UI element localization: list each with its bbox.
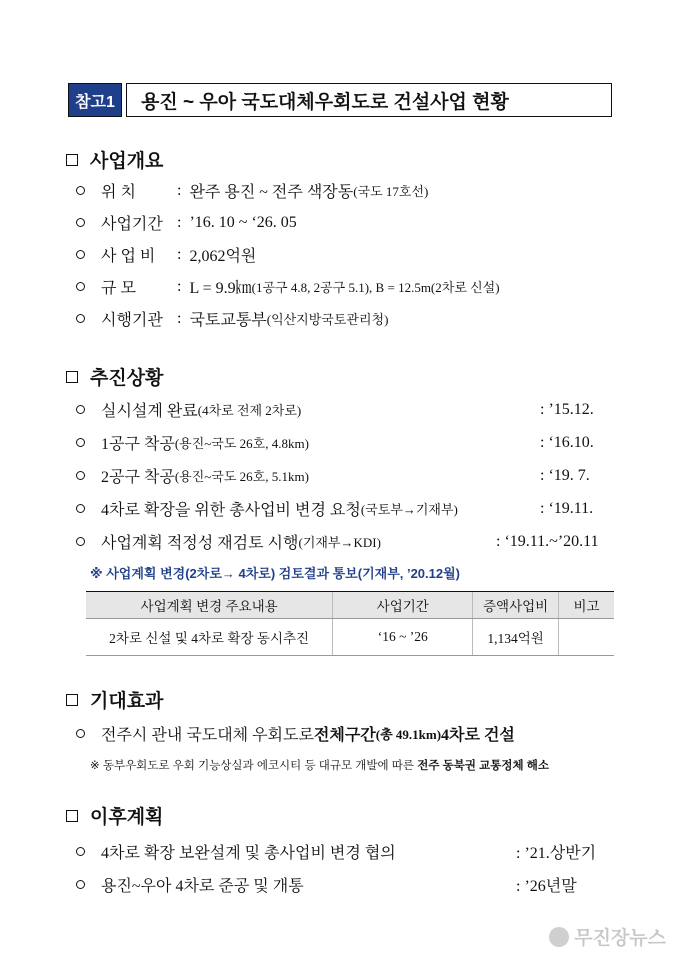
progress-date: : ’15.12.: [540, 400, 594, 418]
table-cell: 1,134억원: [473, 619, 559, 656]
square-bullet-icon: [66, 154, 78, 166]
plan-text: 용진~우아 4차로 준공 및 개통: [101, 878, 304, 895]
plan-row: [76, 873, 610, 896]
row-label: 사 업 비: [101, 248, 156, 265]
progress-text: 실시설계 완료: [101, 403, 198, 420]
circle-bullet-icon: [76, 880, 85, 889]
row-label: 규 모: [101, 280, 136, 297]
progress-row: [76, 497, 610, 520]
overview-row-scale: [76, 275, 610, 298]
effect-note-bold: 전주 동북권 교통정체 해소: [417, 760, 550, 772]
effect-note: [90, 757, 549, 773]
section-heading-text: 이후계획: [90, 807, 164, 828]
watermark-logo-icon: [549, 927, 569, 947]
row-value: ’16. 10 ~ ‘26. 05: [189, 213, 297, 231]
row-label: 위 치: [101, 184, 136, 201]
progress-date: : ‘19.11.: [540, 499, 594, 517]
row-sep: :: [177, 213, 182, 231]
row-sep: :: [177, 277, 182, 295]
row-value: 국토교통부: [189, 312, 267, 329]
table-cell: ‘16 ~ ’26: [333, 619, 473, 656]
section-heading-text: 추진상황: [90, 368, 164, 389]
circle-bullet-icon: [76, 405, 85, 414]
row-value: L = 9.9㎞: [189, 280, 252, 297]
circle-bullet-icon: [76, 504, 85, 513]
table-row: [86, 619, 614, 656]
page-title: 용진 ~ 우아 국도대체우회도로 건설사업 현황: [126, 83, 612, 117]
circle-bullet-icon: [76, 729, 85, 738]
section-overview-heading: [66, 146, 163, 173]
row-label: 사업기간: [101, 216, 163, 233]
circle-bullet-icon: [76, 537, 85, 546]
progress-extra: (국토부→기재부): [360, 502, 458, 517]
progress-text: 2공구 착공: [101, 469, 175, 486]
progress-extra: (4차로 전제 2차로): [197, 403, 302, 418]
progress-row: [76, 464, 610, 487]
circle-bullet-icon: [76, 218, 85, 227]
row-extra: (1공구 4.8, 2공구 5.1), B = 12.5m(2차로 신설): [251, 280, 500, 295]
progress-row: [76, 530, 610, 553]
progress-extra: (용진~국도 26호, 4.8km): [174, 436, 309, 451]
plan-change-table: [86, 591, 614, 656]
effect-text: 전주시 관내 국도대체 우회도로: [101, 727, 314, 744]
effect-bold-text-2: 4차로 건설: [441, 727, 515, 744]
section-heading-text: 사업개요: [90, 151, 164, 172]
plan-text: 4차로 확장 보완설계 및 총사업비 변경 협의: [101, 845, 396, 862]
row-value: 2,062억원: [189, 248, 257, 265]
circle-bullet-icon: [76, 282, 85, 291]
circle-bullet-icon: [76, 250, 85, 259]
row-extra: (국도 17호선): [353, 184, 429, 199]
row-value: 완주 용진 ~ 전주 색장동: [189, 184, 354, 201]
progress-row: [76, 431, 610, 454]
overview-row-budget: [76, 243, 610, 266]
circle-bullet-icon: [76, 847, 85, 856]
overview-row-location: [76, 179, 610, 202]
section-effect-heading: [66, 686, 163, 713]
title-bar: [68, 83, 612, 117]
table-header: 사업기간: [333, 592, 473, 619]
square-bullet-icon: [66, 371, 78, 383]
table-cell: 2차로 신설 및 4차로 확장 동시추진: [86, 619, 333, 656]
watermark: [549, 923, 666, 950]
progress-date: : ‘19. 7.: [540, 466, 590, 484]
circle-bullet-icon: [76, 314, 85, 323]
row-label: 시행기관: [101, 312, 163, 329]
row-sep: :: [177, 181, 182, 199]
progress-date: : ‘16.10.: [540, 433, 594, 451]
circle-bullet-icon: [76, 471, 85, 480]
plan-date: : ’21.상반기: [516, 845, 597, 862]
progress-row: [76, 398, 610, 421]
table-header: 증액사업비: [473, 592, 559, 619]
effect-row: [76, 722, 610, 745]
effect-extra: (총 49.1km): [375, 727, 442, 742]
plan-row: [76, 840, 610, 863]
watermark-text: 무진장뉴스: [574, 928, 666, 949]
table-header: 비고: [558, 592, 614, 619]
progress-date: : ‘19.11.~’20.11: [496, 532, 599, 550]
progress-extra: (용진~국도 26호, 5.1km): [174, 469, 309, 484]
overview-row-period: [76, 211, 610, 234]
section-plan-heading: [66, 802, 163, 829]
overview-row-agency: [76, 307, 610, 330]
progress-extra: (기재부→KDI): [298, 535, 381, 550]
row-extra: (익산지방국토관리청): [266, 312, 389, 327]
progress-text: 1공구 착공: [101, 436, 175, 453]
progress-text: 사업계획 적정성 재검토 시행: [101, 535, 299, 552]
square-bullet-icon: [66, 810, 78, 822]
circle-bullet-icon: [76, 186, 85, 195]
square-bullet-icon: [66, 694, 78, 706]
reference-badge: 참고1: [68, 83, 122, 117]
section-heading-text: 기대효과: [90, 691, 164, 712]
row-sep: :: [177, 309, 182, 327]
table-cell: [558, 619, 614, 656]
circle-bullet-icon: [76, 438, 85, 447]
plan-date: : ’26년말: [516, 878, 577, 895]
effect-bold-text: 전체구간: [313, 727, 376, 744]
effect-note-text: ※ 동부우회도로 우회 기능상실과 에코시티 등 대규모 개발에 따른: [90, 760, 418, 772]
progress-note: ※ 사업계획 변경(2차로→ 4차로) 검토결과 통보(기재부, ’20.12월): [90, 566, 461, 581]
section-progress-heading: [66, 363, 163, 390]
table-header-row: [86, 592, 614, 619]
row-sep: :: [177, 245, 182, 263]
progress-text: 4차로 확장을 위한 총사업비 변경 요청: [101, 502, 361, 519]
table-header: 사업계획 변경 주요내용: [86, 592, 333, 619]
